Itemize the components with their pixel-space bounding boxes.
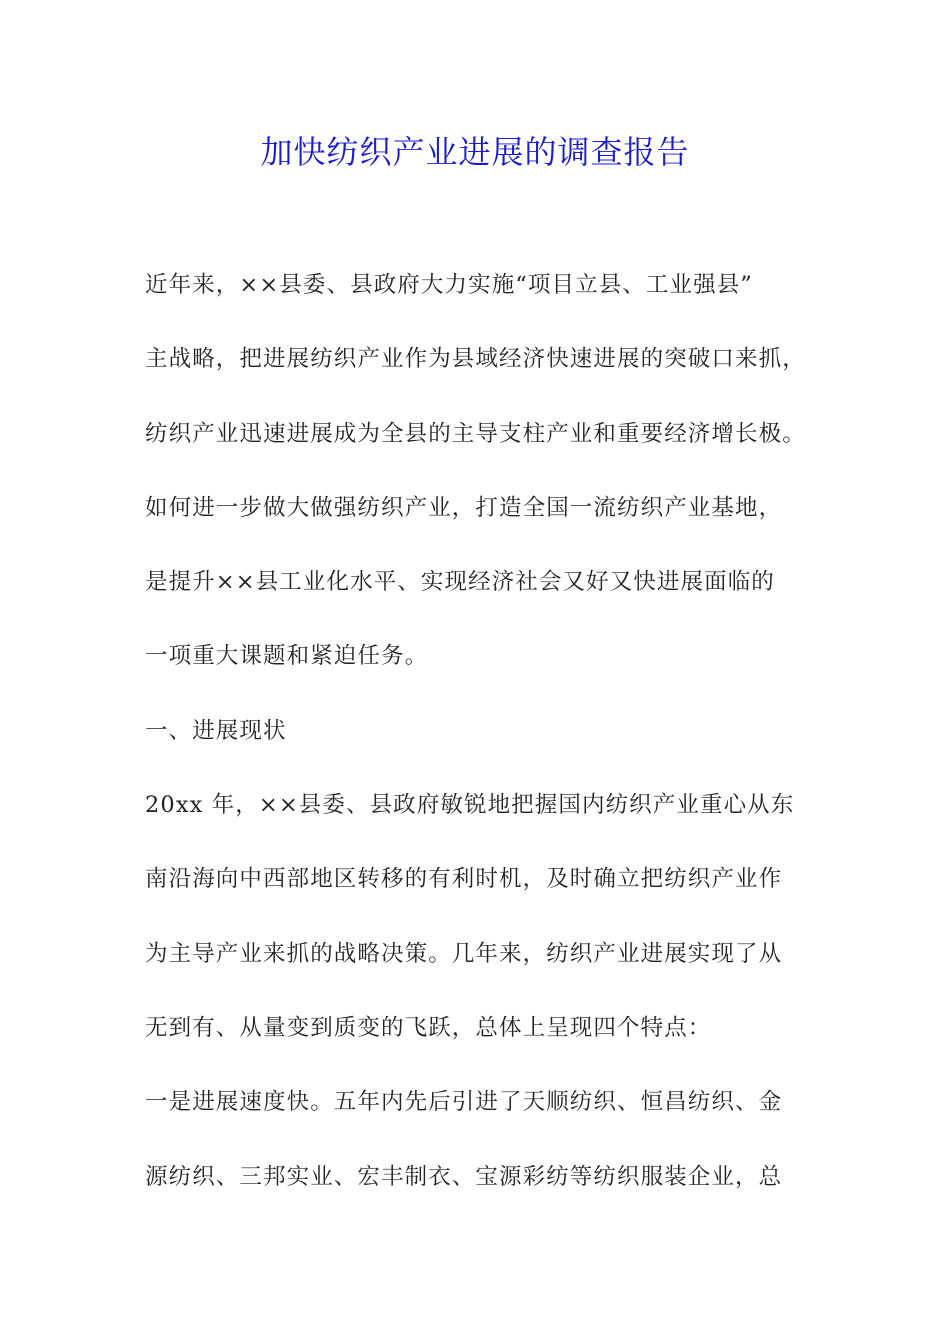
paragraph-line: 无到有、从量变到质变的飞跃，总体上呈现四个特点：	[145, 1014, 712, 1041]
paragraph-line: 主战略，把进展纺织产业作为县域经济快速进展的突破口来抓，	[145, 346, 806, 373]
paragraph-line: 源纺织、三邦实业、宏丰制衣、宝源彩纺等纺织服装企业，总	[145, 1163, 783, 1190]
paragraph-line: 为主导产业来抓的战略决策。几年来，纺织产业进展实现了从	[145, 940, 783, 967]
paragraph-line: 如何进一步做大做强纺织产业，打造全国一流纺织产业基地，	[145, 494, 783, 521]
paragraph-line: 是提升××县工业化水平、实现经济社会又好又快进展面临的	[145, 569, 775, 596]
paragraph-line: 一项重大课题和紧迫任务。	[145, 643, 429, 670]
paragraph-line: 南沿海向中西部地区转移的有利时机，及时确立把纺织产业作	[145, 866, 783, 893]
section-heading: 一、进展现状	[145, 717, 287, 744]
paragraph-line: 20xx 年，××县委、县政府敏锐地把握国内纺织产业重心从东	[145, 792, 795, 819]
document-body	[145, 263, 815, 1229]
document-title: 加快纺织产业进展的调查报告	[260, 133, 690, 171]
paragraph-line: 近年来，××县委、县政府大力实施“项目立县、工业强县”	[145, 272, 753, 298]
paragraph-line: 纺织产业迅速进展成为全县的主导支柱产业和重要经济增长极。	[145, 420, 806, 447]
paragraph-line: 一是进展速度快。五年内先后引进了天顺纺织、恒昌纺织、金	[145, 1089, 783, 1116]
